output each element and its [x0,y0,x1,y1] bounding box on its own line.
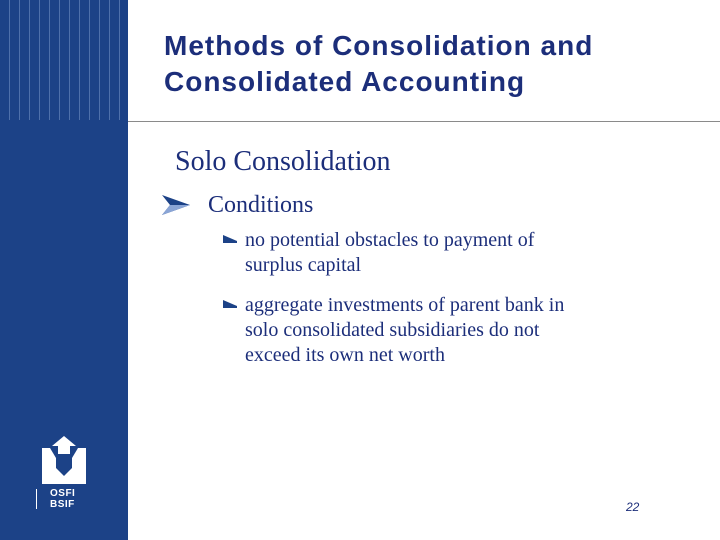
page-number: 22 [626,500,640,514]
bullet-1-line-2: surplus capital [245,254,362,276]
bullet-level2-2 [223,293,643,368]
sidebar [0,0,128,540]
flag-icon [223,300,237,310]
logo-line-2: BSIF [50,499,75,510]
section-heading: Solo Consolidation [175,146,391,177]
bullet-2-line-3: exceed its own net worth [245,344,445,366]
bullet-level2-1 [223,228,643,278]
sidebar-stripes [0,0,128,120]
bullet-2-line-1: aggregate investments of parent bank in [245,294,565,316]
title-line-2: Consolidated Accounting [164,66,526,97]
bullet-level1-text: Conditions [208,192,314,218]
osfi-logo-icon [36,434,92,490]
logo-line-1: OSFI [50,488,76,499]
bullet-1-line-1: no potential obstacles to payment of [245,229,535,251]
title-divider [128,121,720,122]
flag-icon [223,235,237,245]
bullet-level2-2-text [245,293,564,368]
arrowhead-icon [162,195,190,215]
bullet-2-line-2: solo consolidated subsidiaries do not [245,319,540,341]
title-line-1: Methods of Consolidation and [164,30,594,61]
logo-divider [36,489,37,509]
bullet-level2-1-text [245,228,534,278]
bullet-level1 [162,190,313,220]
slide-title [164,28,704,100]
